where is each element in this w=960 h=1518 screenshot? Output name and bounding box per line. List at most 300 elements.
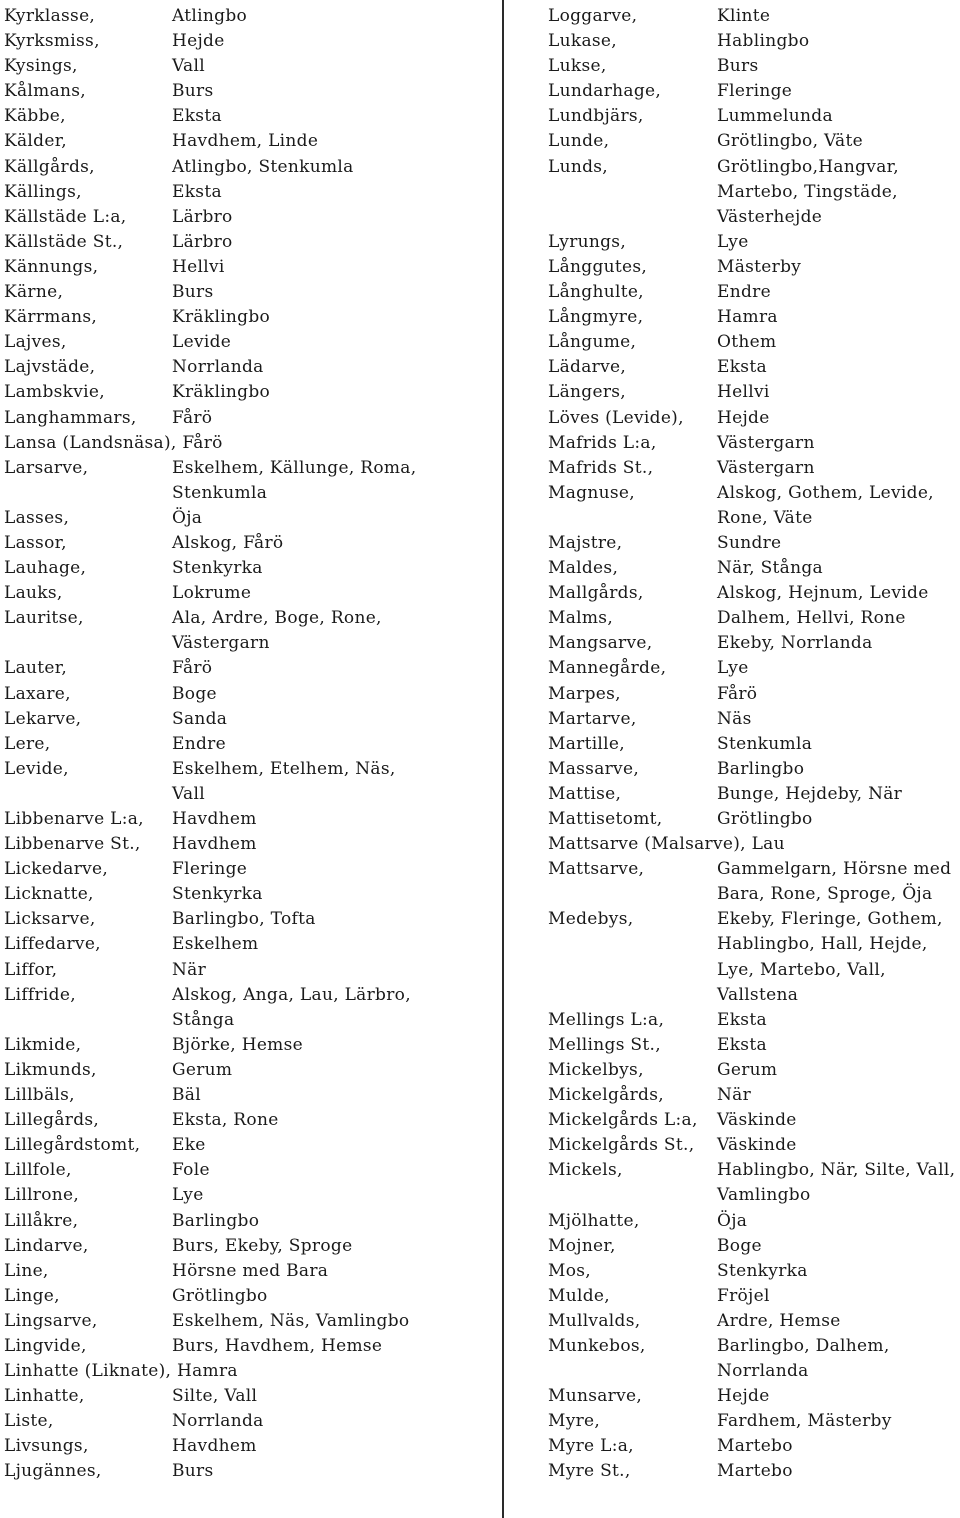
farm-name: Munkebos,: [548, 1336, 646, 1356]
index-entry: [4, 1259, 494, 1284]
farm-name: Myre,: [548, 1411, 601, 1432]
index-entry: [4, 230, 494, 255]
farm-name: Långmyre,: [548, 307, 644, 328]
parish-list: Eskelhem, Etelhem, Näs, Vall: [172, 758, 396, 804]
farm-name: Långhulte,: [548, 282, 644, 303]
farm-name: Magnuse,: [548, 482, 635, 503]
parish-list: Fårö: [172, 407, 213, 428]
index-entry: [548, 1083, 960, 1108]
index-entry: [548, 129, 960, 154]
index-entry: [548, 832, 960, 857]
farm-name: Massarve,: [548, 758, 640, 779]
parish-list: Levide: [172, 332, 232, 353]
farm-name: Mattsarve (Malsarve),: [548, 834, 746, 855]
index-entry: [548, 1058, 960, 1083]
parish-list: Norrlanda: [172, 357, 264, 378]
farm-name: Mafrids St.,: [548, 457, 654, 478]
farm-name: Ljugännes,: [4, 1461, 102, 1482]
index-entry: [4, 380, 494, 405]
index-entry: [548, 1234, 960, 1259]
parish-list: Vall: [172, 56, 205, 77]
farm-name: Linhatte,: [4, 1386, 85, 1407]
index-entry: [548, 1384, 960, 1409]
farm-name: Lundarhage,: [548, 81, 662, 102]
farm-name: Licknatte,: [4, 884, 94, 905]
index-entry: [548, 732, 960, 757]
farm-name: Lambskvie,: [4, 382, 105, 403]
parish-list: När, Stånga: [717, 558, 823, 579]
index-entry: [4, 581, 494, 606]
index-entry: [4, 1058, 494, 1083]
index-entry: [4, 1434, 494, 1459]
farm-name: Lauhage,: [4, 558, 87, 579]
farm-name: Lundbjärs,: [548, 106, 644, 127]
index-entry: [548, 255, 960, 280]
parish-list: Hablingbo, När, Silte, Vall, Vamlingbo: [717, 1160, 956, 1206]
farm-name: Lillrone,: [4, 1185, 80, 1206]
index-entry: [548, 807, 960, 832]
index-entry: [548, 230, 960, 255]
index-entry: [548, 631, 960, 656]
parish-list: Lärbro: [172, 206, 233, 227]
parish-list: Hörsne med Bara: [172, 1260, 329, 1281]
farm-name: Löves (Levide),: [548, 407, 684, 428]
parish-list: Grötlingbo,Hangvar, Martebo, Tingstäde, Västerhejde: [717, 156, 899, 227]
parish-list: Atlingbo: [172, 6, 248, 26]
index-entry: [4, 129, 494, 154]
parish-list: Eksta, Rone: [172, 1110, 279, 1131]
parish-list: Hamra: [176, 1361, 238, 1382]
parish-list: Bäl: [172, 1085, 201, 1106]
parish-list: Burs: [717, 56, 759, 77]
index-entry: [548, 481, 960, 531]
parish-list: Burs: [172, 282, 214, 303]
index-entry: [4, 1183, 494, 1208]
parish-list: Endre: [717, 282, 771, 303]
farm-name: Lunde,: [548, 131, 610, 152]
farm-name: Kålmans,: [4, 81, 87, 102]
farm-name: Lauritse,: [4, 608, 84, 629]
farm-name: Licksarve,: [4, 909, 96, 930]
index-entry: [4, 155, 494, 180]
parish-list: Björke, Hemse: [172, 1034, 303, 1055]
parish-list: Havdhem, Linde: [172, 131, 319, 152]
parish-list: Martebo: [717, 1461, 793, 1482]
index-entry: [4, 205, 494, 230]
farm-name: Mannegårde,: [548, 658, 667, 679]
farm-name: Lingvide,: [4, 1335, 87, 1356]
parish-list: Alskog, Gothem, Levide, Rone, Väte: [717, 482, 934, 528]
index-entry: [4, 732, 494, 757]
parish-list: Burs: [172, 81, 214, 102]
index-entry: [548, 456, 960, 481]
index-entry: [4, 1108, 494, 1133]
index-entry: [4, 4, 494, 29]
parish-list: Hejde: [172, 31, 225, 52]
farm-name: Mellings L:a,: [548, 1009, 665, 1030]
index-entry: [548, 1409, 960, 1434]
farm-name: Lajves,: [4, 332, 67, 353]
parish-list: Hablingbo: [717, 31, 810, 52]
farm-name: Myre L:a,: [548, 1436, 634, 1457]
farm-name: Mickels,: [548, 1160, 623, 1181]
farm-name: Lindarve,: [4, 1235, 89, 1256]
index-entry: [4, 406, 494, 431]
parish-list: Eskelhem, Näs, Vamlingbo: [172, 1310, 410, 1331]
farm-name: Lädarve,: [548, 357, 627, 378]
parish-list: Burs, Havdhem, Hemse: [172, 1335, 383, 1356]
index-entry: [4, 882, 494, 907]
parish-list: Alskog, Fårö: [172, 532, 284, 553]
farm-name: Mafrids L:a,: [548, 432, 657, 453]
farm-name: Kännungs,: [4, 256, 99, 277]
farm-name: Lekarve,: [4, 708, 82, 729]
parish-list: Stenkyrka: [717, 1260, 808, 1281]
parish-list: Havdhem: [172, 809, 257, 829]
index-entry: [548, 1008, 960, 1033]
parish-list: Kräklingbo: [172, 307, 271, 328]
index-entry: [4, 857, 494, 882]
index-entry: [4, 556, 494, 581]
farm-name: Mickelgårds,: [548, 1085, 664, 1106]
index-entry: [548, 4, 960, 29]
farm-name: Liffedarve,: [4, 934, 101, 955]
farm-name: Lyrungs,: [548, 231, 627, 252]
farm-name: Kälder,: [4, 131, 67, 152]
farm-name: Lukse,: [548, 56, 607, 77]
farm-name: Medebys,: [548, 909, 634, 930]
parish-list: Eskelhem: [172, 934, 259, 955]
index-entry: [4, 606, 494, 656]
farm-name: Långgutes,: [548, 256, 648, 277]
parish-list: Alskog, Anga, Lau, Lärbro, Stånga: [172, 984, 411, 1030]
index-entry: [4, 1133, 494, 1158]
parish-list: Ala, Ardre, Boge, Rone, Västergarn: [172, 608, 382, 654]
index-entry: [4, 807, 494, 832]
index-entry: [548, 29, 960, 54]
farm-name: Liffride,: [4, 984, 76, 1005]
parish-list: Burs, Ekeby, Sproge: [172, 1235, 353, 1256]
parish-list: Lye: [717, 231, 749, 252]
parish-list: Eke: [172, 1135, 206, 1156]
farm-name: Långume,: [548, 332, 637, 353]
index-entry: [4, 1409, 494, 1434]
parish-list: Endre: [172, 733, 226, 754]
index-entry: [4, 531, 494, 556]
parish-list: Eksta: [717, 1009, 767, 1030]
parish-list: Norrlanda: [172, 1411, 264, 1432]
farm-name: Mjölhatte,: [548, 1210, 640, 1231]
farm-name: Lillegårds,: [4, 1110, 100, 1131]
parish-list: Fole: [172, 1160, 210, 1181]
left-column: [4, 4, 494, 1485]
farm-name: Lajvstäde,: [4, 357, 96, 378]
parish-list: Bunge, Hejdeby, När: [717, 783, 903, 804]
parish-list: Fårö: [717, 683, 758, 704]
index-entry: [548, 556, 960, 581]
parish-list: Västergarn: [717, 432, 815, 453]
parish-list: Lummelunda: [717, 106, 833, 127]
parish-list: Burs: [172, 1461, 214, 1482]
index-entry: [548, 54, 960, 79]
parish-list: Ardre, Hemse: [717, 1310, 841, 1331]
index-entry: [4, 1083, 494, 1108]
parish-list: Dalhem, Hellvi, Rone: [717, 608, 906, 629]
parish-list: Lye: [717, 658, 749, 679]
index-entry: [548, 531, 960, 556]
parish-list: Mästerby: [717, 256, 802, 277]
farm-name: Lickedarve,: [4, 859, 109, 880]
parish-list: Sundre: [717, 532, 782, 553]
index-entry: [548, 907, 960, 1007]
index-entry: [4, 932, 494, 957]
index-entry: [4, 682, 494, 707]
farm-name: Lillåkre,: [4, 1210, 79, 1231]
index-entry: [4, 431, 494, 456]
farm-name: Mullvalds,: [548, 1310, 641, 1331]
index-entry: [548, 1434, 960, 1459]
parish-list: Eskelhem, Källunge, Roma, Stenkumla: [172, 457, 417, 503]
parish-list: Havdhem: [172, 1436, 257, 1457]
column-divider: [502, 0, 504, 1518]
parish-list: Ekeby, Norrlanda: [717, 633, 873, 654]
index-entry: [548, 581, 960, 606]
index-entry: [548, 682, 960, 707]
parish-list: Sanda: [172, 708, 228, 729]
index-entry: [4, 1209, 494, 1234]
parish-list: Fårö: [182, 432, 223, 453]
parish-list: Gerum: [172, 1059, 233, 1080]
index-entry: [548, 104, 960, 129]
farm-name: Källstäde L:a,: [4, 206, 127, 227]
parish-list: Stenkyrka: [172, 884, 263, 905]
farm-name: Levide,: [4, 758, 69, 779]
index-entry: [4, 280, 494, 305]
index-entry: [4, 1309, 494, 1334]
index-entry: [4, 456, 494, 506]
farm-name: Libbenarve L:a,: [4, 809, 144, 829]
farm-name: Lansa (Landsnäsa),: [4, 432, 177, 453]
farm-name: Likmunds,: [4, 1059, 97, 1080]
parish-list: Grötlingbo, Väte: [717, 131, 863, 152]
farm-name: Maldes,: [548, 558, 619, 579]
index-entry: [4, 54, 494, 79]
parish-list: Lau: [751, 834, 785, 855]
index-entry: [548, 330, 960, 355]
farm-name: Källings,: [4, 181, 82, 202]
farm-name: Källgårds,: [4, 156, 95, 177]
farm-name: Livsungs,: [4, 1436, 89, 1457]
right-column: [548, 4, 960, 1485]
parish-list: Lye: [172, 1185, 204, 1206]
index-entry: [548, 1284, 960, 1309]
farm-name: Lingsarve,: [4, 1310, 98, 1331]
parish-list: Väskinde: [717, 1135, 797, 1156]
index-entry: [4, 1284, 494, 1309]
parish-list: Ekeby, Fleringe, Gothem, Hablingbo, Hall, Hejde, Lye, Martebo, Vall, Vallstena: [717, 909, 943, 1005]
farm-name: Lukase,: [548, 31, 617, 52]
index-entry: [4, 255, 494, 280]
index-entry: [4, 305, 494, 330]
index-entry: [4, 832, 494, 857]
parish-list: Fleringe: [172, 859, 248, 880]
index-entry: [4, 1384, 494, 1409]
farm-name: Mangsarve,: [548, 633, 653, 654]
parish-list: Lokrume: [172, 583, 252, 604]
farm-name: Malms,: [548, 608, 614, 629]
index-entry: [548, 1033, 960, 1058]
parish-list: Atlingbo, Stenkumla: [172, 156, 354, 177]
index-entry: [548, 1309, 960, 1334]
index-entry: [4, 355, 494, 380]
farm-name: Liste,: [4, 1411, 54, 1432]
parish-list: Hellvi: [717, 382, 770, 403]
parish-list: Havdhem: [172, 834, 257, 855]
parish-list: Västergarn: [717, 457, 815, 478]
index-entry: [4, 757, 494, 807]
farm-name: Langhammars,: [4, 407, 137, 428]
parish-list: Eksta: [717, 357, 767, 378]
index-entry: [4, 104, 494, 129]
farm-name: Mickelgårds St.,: [548, 1135, 695, 1156]
farm-name: Lillfole,: [4, 1160, 72, 1181]
farm-name: Kysings,: [4, 56, 78, 77]
farm-name: Kärne,: [4, 282, 64, 303]
index-entry: [548, 1459, 960, 1484]
index-entry: [548, 1158, 960, 1208]
parish-list: När: [717, 1085, 752, 1106]
index-entry: [548, 79, 960, 104]
parish-list: Silte, Vall: [172, 1386, 258, 1407]
parish-list: Grötlingbo: [172, 1285, 268, 1306]
parish-list: Lärbro: [172, 231, 233, 252]
parish-list: Gammelgarn, Hörsne med Bara, Rone, Sproge, Öja: [717, 859, 952, 905]
parish-list: Alskog, Hejnum, Levide: [717, 583, 929, 604]
index-entry: [4, 958, 494, 983]
parish-list: Martebo: [717, 1436, 793, 1457]
index-entry: [4, 656, 494, 681]
farm-name: Laxare,: [4, 683, 71, 704]
index-entry: [548, 782, 960, 807]
parish-list: Eksta: [172, 181, 222, 202]
farm-name: Liffor,: [4, 959, 58, 980]
parish-list: Öja: [172, 507, 203, 528]
parish-list: Öja: [717, 1210, 748, 1231]
farm-name: Mattsarve,: [548, 859, 645, 880]
farm-name: Linhatte (Liknate),: [4, 1361, 172, 1382]
parish-list: Hejde: [717, 407, 770, 428]
farm-name: Mos,: [548, 1260, 591, 1281]
index-entry: [548, 155, 960, 230]
index-entry: [548, 280, 960, 305]
farm-name: Myre St.,: [548, 1461, 631, 1482]
farm-name: Lauks,: [4, 583, 63, 604]
index-entry: [4, 1459, 494, 1484]
farm-name: Kärrmans,: [4, 307, 98, 328]
farm-name: Mickelgårds L:a,: [548, 1110, 698, 1131]
parish-list: Hellvi: [172, 256, 225, 277]
parish-list: Boge: [717, 1235, 762, 1256]
farm-name: Lunds,: [548, 156, 608, 177]
farm-name: Lassor,: [4, 532, 67, 553]
index-entry: [4, 79, 494, 104]
index-entry: [548, 1108, 960, 1133]
index-entry: [548, 757, 960, 782]
parish-list: Gerum: [717, 1059, 778, 1080]
parish-list: Barlingbo, Tofta: [172, 909, 316, 930]
farm-name: Majstre,: [548, 532, 623, 553]
index-entry: [548, 380, 960, 405]
parish-list: Väskinde: [717, 1110, 797, 1131]
farm-name: Lasses,: [4, 507, 70, 528]
parish-list: Boge: [172, 683, 217, 704]
parish-list: Grötlingbo: [717, 809, 813, 830]
farm-name: Kyrksmiss,: [4, 31, 100, 52]
parish-list: Barlingbo: [717, 758, 805, 779]
farm-name: Linge,: [4, 1285, 60, 1306]
index-entry: [4, 1234, 494, 1259]
index-entry: [548, 406, 960, 431]
index-entry: [4, 1158, 494, 1183]
index-entry: [4, 907, 494, 932]
parish-list: Barlingbo: [172, 1210, 260, 1231]
farm-name: Lere,: [4, 733, 51, 754]
farm-name: Mojner,: [548, 1235, 616, 1256]
index-entry: [4, 29, 494, 54]
index-entry: [4, 506, 494, 531]
farm-name: Längers,: [548, 382, 626, 403]
farm-name: Käbbe,: [4, 106, 66, 127]
index-entry: [548, 305, 960, 330]
farm-name: Line,: [4, 1260, 49, 1281]
index-entry: [4, 1334, 494, 1359]
farm-name: Mallgårds,: [548, 583, 644, 604]
farm-name: Kyrklasse,: [4, 6, 96, 26]
farm-name: Lauter,: [4, 658, 68, 679]
index-entry: [548, 355, 960, 380]
index-entry: [548, 606, 960, 631]
index-entry: [548, 1209, 960, 1234]
parish-list: När: [172, 959, 207, 980]
farm-name: Mickelbys,: [548, 1059, 644, 1080]
parish-list: Fleringe: [717, 81, 793, 102]
parish-list: Kräklingbo: [172, 382, 271, 403]
index-entry: [548, 707, 960, 732]
parish-list: Eksta: [717, 1034, 767, 1055]
index-entry: [4, 330, 494, 355]
farm-name: Lillegårdstomt,: [4, 1135, 141, 1156]
farm-name: Munsarve,: [548, 1386, 643, 1407]
index-entry: [4, 707, 494, 732]
farm-name: Martarve,: [548, 708, 637, 729]
farm-name: Libbenarve St.,: [4, 834, 141, 855]
index-entry: [4, 983, 494, 1033]
index-entry: [4, 1033, 494, 1058]
parish-list: Stenkyrka: [172, 558, 263, 579]
farm-name: Mattise,: [548, 783, 622, 804]
farm-name: Mellings St.,: [548, 1034, 661, 1055]
farm-name: Larsarve,: [4, 457, 89, 478]
farm-name: Källstäde St.,: [4, 231, 124, 252]
index-entry: [548, 857, 960, 907]
farm-name: Mulde,: [548, 1285, 610, 1306]
farm-name: Mattisetomt,: [548, 809, 663, 830]
parish-list: Othem: [717, 332, 777, 353]
index-entry: [4, 1359, 494, 1384]
parish-list: Hamra: [717, 307, 778, 328]
parish-list: Fröjel: [717, 1285, 770, 1306]
farm-name: Marpes,: [548, 683, 621, 704]
